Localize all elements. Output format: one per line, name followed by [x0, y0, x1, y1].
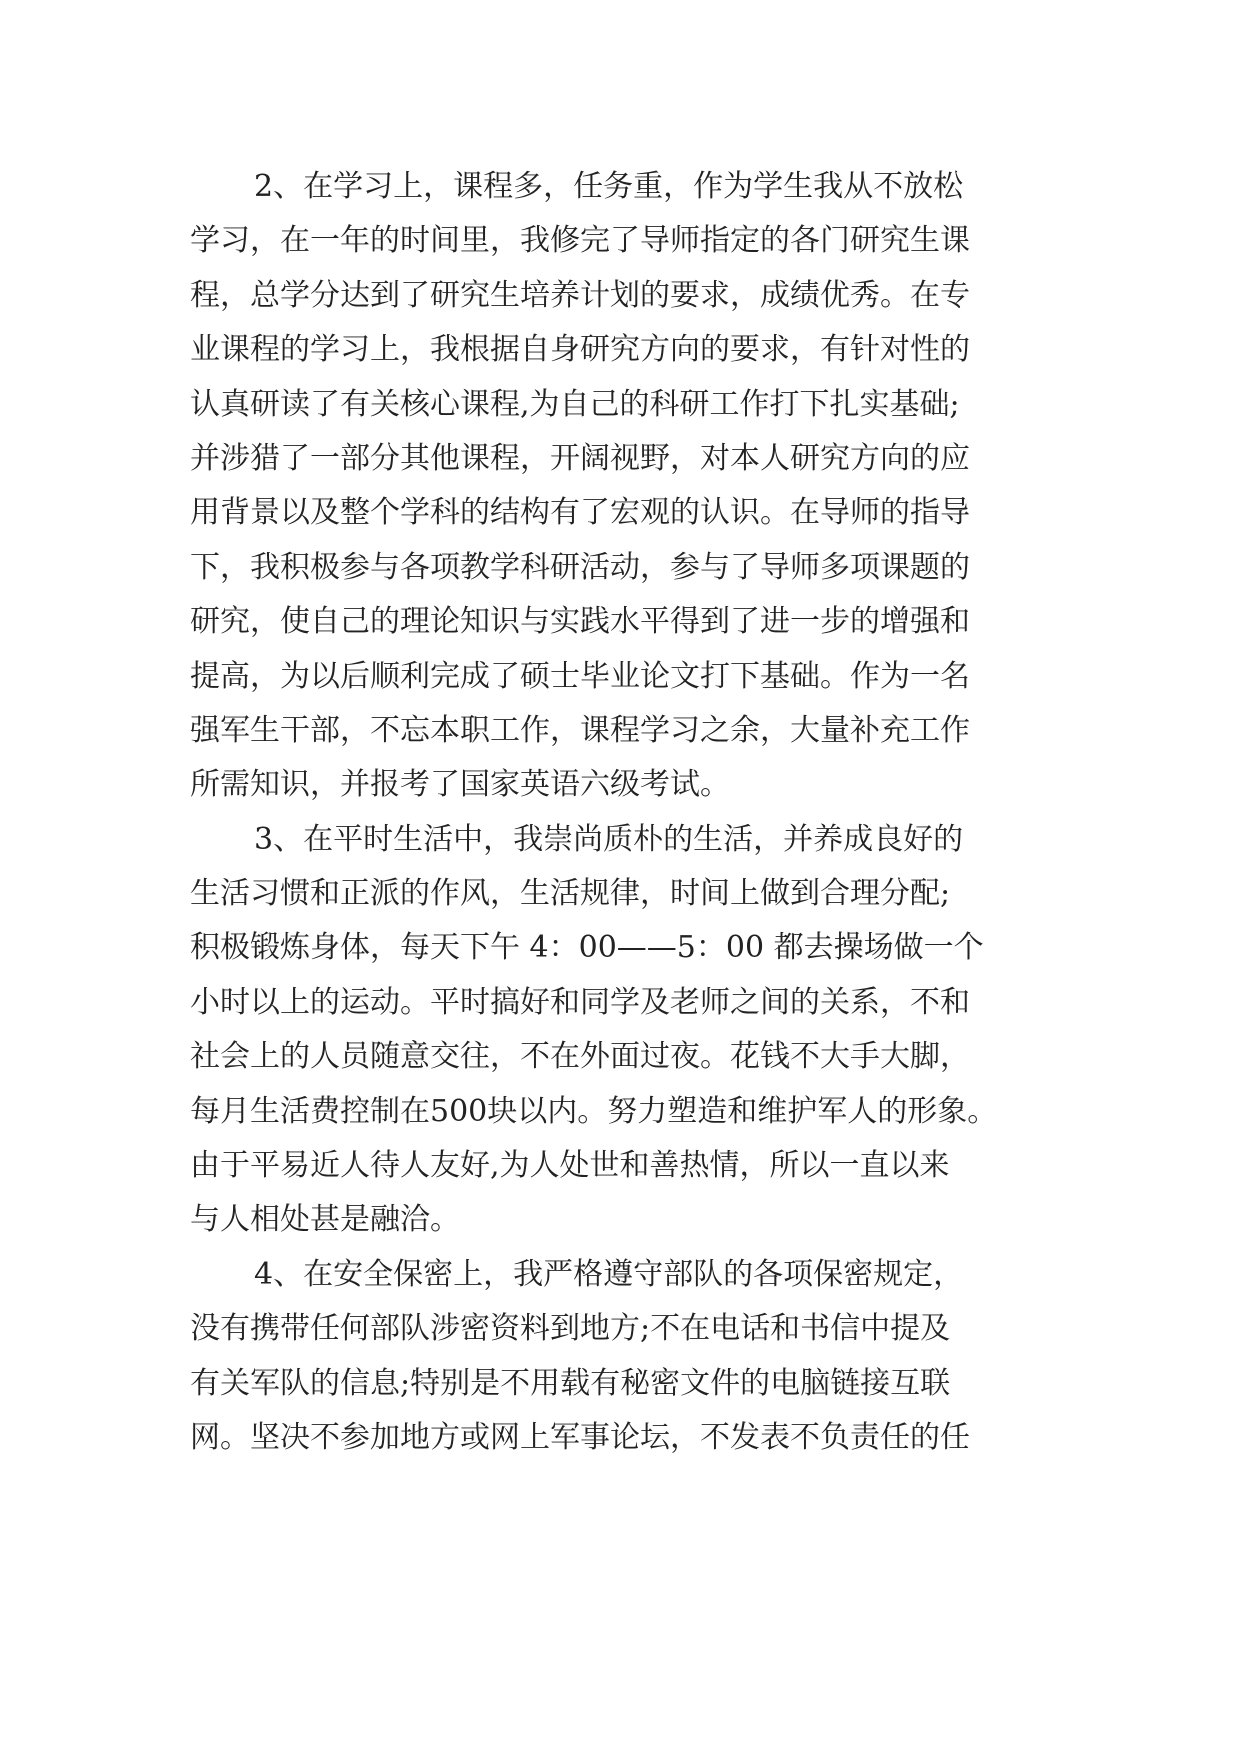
paragraph-daily-life: [190, 813, 1070, 1248]
paragraph-line: 2、在学习上，课程多，任务重，作为学生我从不放松: [254, 169, 964, 204]
paragraph-study: [190, 160, 1070, 813]
paragraph-line: 程，总学分达到了研究生培养计划的要求，成绩优秀。在专: [190, 277, 970, 313]
paragraph-line: 学习，在一年的时间里，我修完了导师指定的各门研究生课: [190, 223, 970, 259]
paragraph-line: 4、在安全保密上，我严格遵守部队的各项保密规定，: [254, 1256, 964, 1292]
paragraph-line: 积极锻炼身体，每天下午 4：00——5：00 都去操场做一个: [190, 930, 984, 966]
paragraph-line: 与人相处甚是融洽。: [190, 1202, 460, 1238]
paragraph-line: 生活习惯和正派的作风，生活规律，时间上做到合理分配;: [190, 876, 951, 912]
paragraph-line: 每月生活费控制在500块以内。努力塑造和维护军人的形象。: [190, 1093, 998, 1129]
document-body: [190, 160, 1070, 1465]
paragraph-line: 所需知识，并报考了国家英语六级考试。: [190, 767, 730, 803]
paragraph-line: 没有携带任何部队涉密资料到地方;不在电话和书信中提及: [190, 1311, 951, 1347]
paragraph-line: 3、在平时生活中，我崇尚质朴的生活，并养成良好的: [254, 821, 964, 857]
paragraph-line: 研究，使自己的理论知识与实践水平得到了进一步的增强和: [190, 604, 970, 640]
paragraph-line: 并涉猎了一部分其他课程，开阔视野，对本人研究方向的应: [190, 440, 970, 476]
paragraph-line: 业课程的学习上，我根据自身研究方向的要求，有针对性的: [190, 332, 970, 368]
paragraph-line: 网。坚决不参加地方或网上军事论坛，不发表不负责任的任: [190, 1419, 970, 1455]
paragraph-line: 下，我积极参与各项教学科研活动，参与了导师多项课题的: [190, 549, 970, 585]
paragraph-line: 用背景以及整个学科的结构有了宏观的认识。在导师的指导: [190, 495, 970, 531]
paragraph-line: 提高，为以后顺利完成了硕士毕业论文打下基础。作为一名: [190, 658, 970, 694]
paragraph-line: 由于平易近人待人友好,为人处世和善热情，所以一直以来: [190, 1148, 950, 1184]
paragraph-line: 强军生干部，不忘本职工作，课程学习之余，大量补充工作: [190, 712, 970, 748]
paragraph-line: 小时以上的运动。平时搞好和同学及老师之间的关系，不和: [190, 984, 970, 1020]
paragraph-security: [190, 1248, 1070, 1466]
paragraph-line: 认真研读了有关核心课程,为自己的科研工作打下扎实基础;: [190, 386, 960, 422]
paragraph-line: 有关军队的信息;特别是不用载有秘密文件的电脑链接互联: [190, 1365, 951, 1401]
paragraph-line: 社会上的人员随意交往，不在外面过夜。花钱不大手大脚，: [190, 1039, 970, 1075]
